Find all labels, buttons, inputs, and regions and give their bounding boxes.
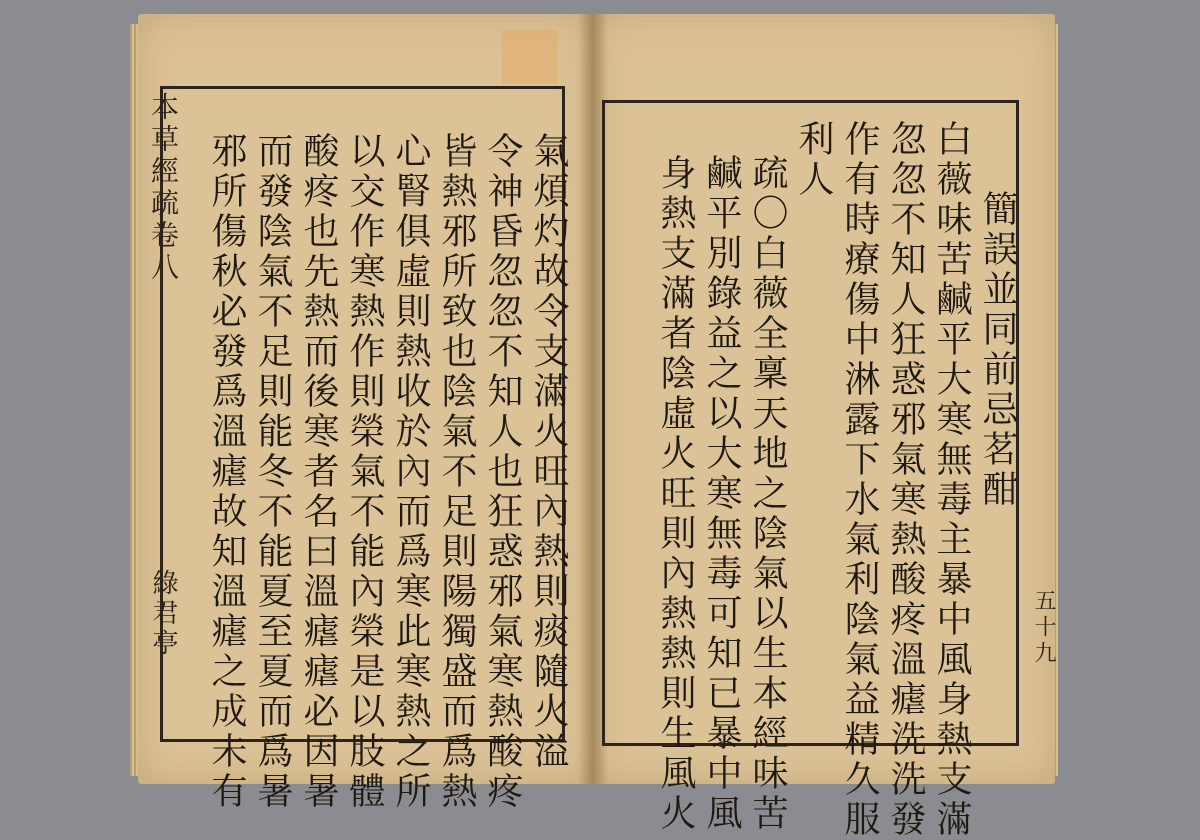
left-text-column-5: 以交作寒熱作則榮氣不能內榮是以肢體 [344,132,385,812]
right-text-column-5: 利人 [793,120,834,200]
right-text-column-8: 身熱支滿者陰虛火旺則內熱熱則生風火 [655,154,696,834]
right-text-column-3: 忽忽不知人狂惑邪氣寒熱酸疼溫瘧洗洗發 [885,120,926,840]
left-text-column-2: 令神昏忽忽不知人也狂惑邪氣寒熱酸疼 [482,132,523,812]
margin-book-title: 本草經疏卷八 [147,92,180,284]
faded-seal-stamp [502,30,558,84]
margin-publisher: 綠君亭 [148,569,178,659]
left-text-column-7: 而發陰氣不足則能冬不能夏至夏而爲暑 [252,132,293,812]
left-text-column-8: 邪所傷秋必發爲溫瘧故知溫瘧之成未有 [206,132,247,812]
open-book [130,14,1056,840]
left-text-column-1: 氣煩灼故令支滿火旺內熱則痰隨火溢 [528,132,569,772]
page-number: 五十九 [1031,589,1056,667]
left-text-column-3: 皆熱邪所致也陰氣不足則陽獨盛而爲熱 [436,132,477,812]
right-text-column-2: 白薇味苦鹹平大寒無毒主暴中風身熱支滿 [931,120,972,840]
right-text-column-1: 簡誤並同前忌茗酣 [977,190,1018,510]
left-text-column-4: 心腎俱虛則熱收於內而爲寒此寒熱之所 [390,132,431,812]
right-text-column-6: 疏〇白薇全稟天地之陰氣以生本經味苦 [747,154,788,834]
left-text-column-6: 酸疼也先熱而後寒者名曰溫瘧瘧必因暑 [298,132,339,812]
right-text-column-4: 作有時療傷中淋露下水氣利陰氣益精久服 [839,120,880,840]
right-text-column-7: 鹹平別錄益之以大寒無毒可知已暴中風 [701,154,742,834]
